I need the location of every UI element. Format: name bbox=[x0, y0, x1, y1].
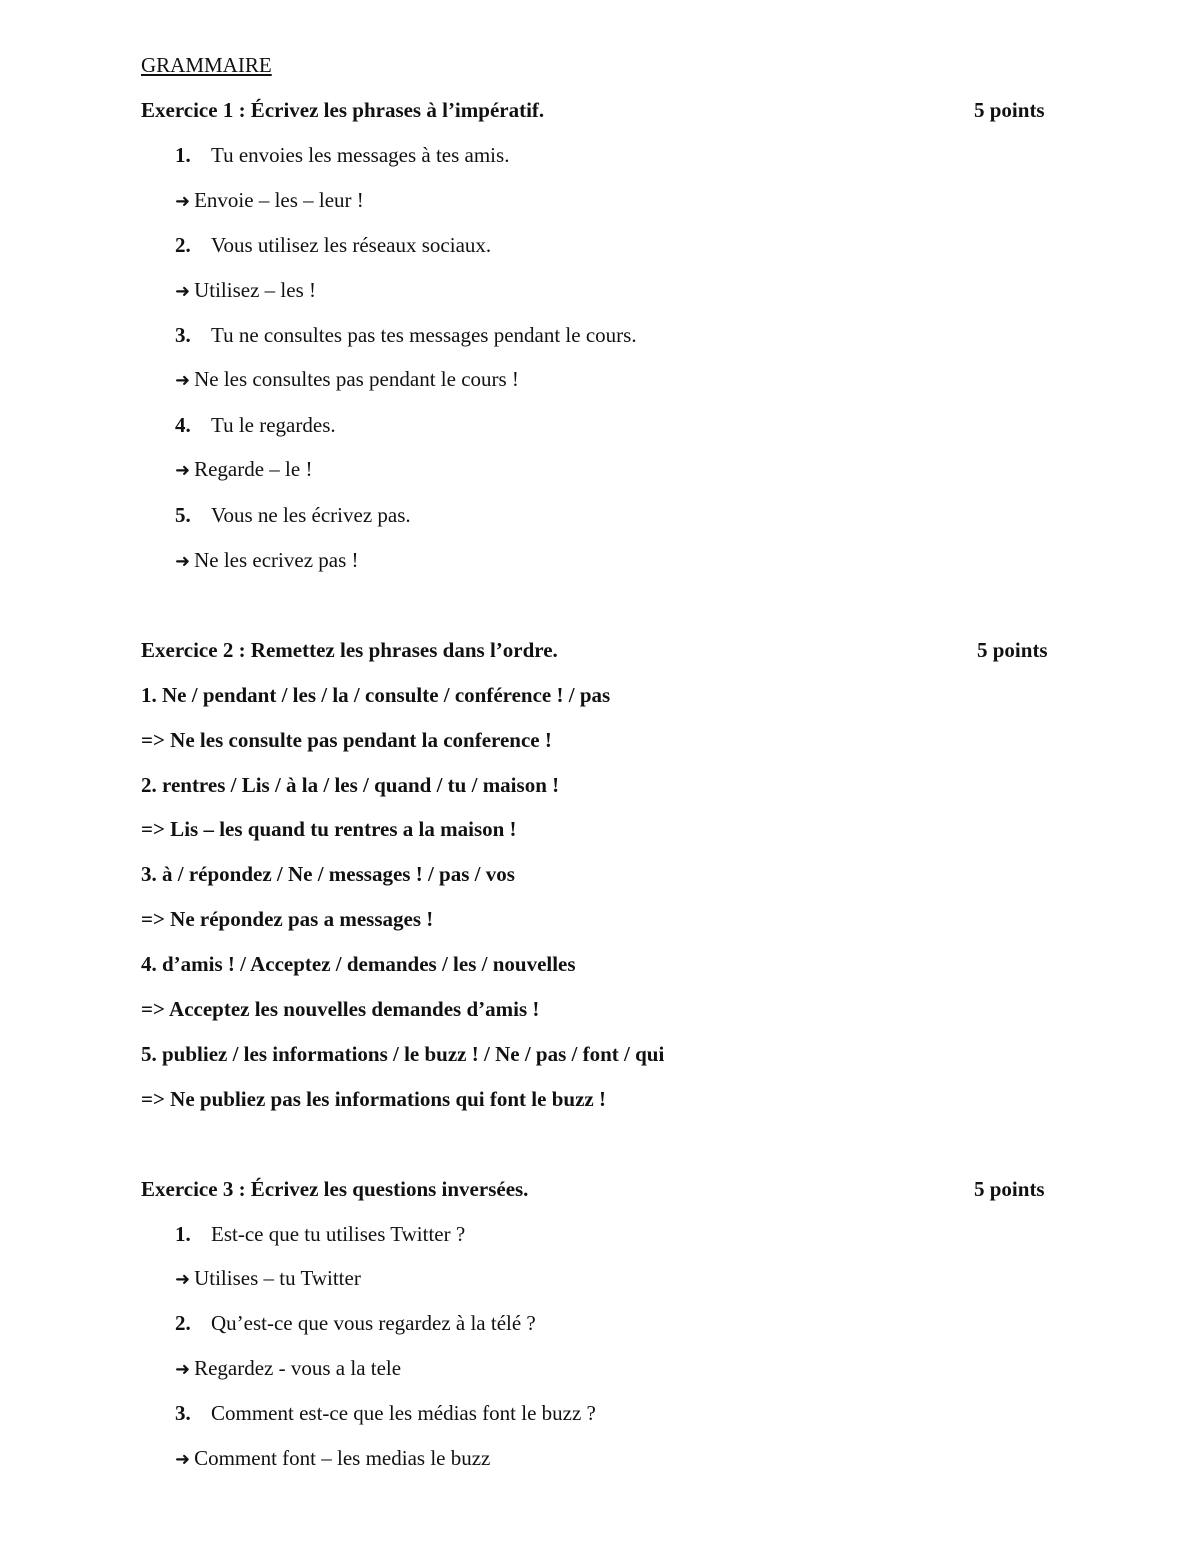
question-text: Est-ce que tu utilises Twitter ? bbox=[211, 1222, 466, 1246]
question-text: Tu le regardes. bbox=[211, 413, 336, 437]
question-text: Comment est-ce que les médias font le buzz ? bbox=[211, 1401, 596, 1425]
ex2-question-4: 4. d’amis ! / Acceptez / demandes / les / nouvelles bbox=[141, 952, 576, 976]
ex2-question-1: 1. Ne / pendant / les / la / consulte / conférence ! / pas bbox=[141, 683, 611, 707]
exercise-3-title: Exercice 3 : Écrivez les questions inversées. bbox=[141, 1177, 529, 1201]
ex3-answer-3 bbox=[175, 1446, 490, 1472]
exercise-3-points: 5 points bbox=[974, 1177, 1045, 1201]
ex2-answer-5: => Ne publiez pas les informations qui font le buzz ! bbox=[141, 1087, 606, 1111]
ex2-answer-1: => Ne les consulte pas pendant la conference ! bbox=[141, 728, 552, 752]
exercise-1-title: Exercice 1 : Écrivez les phrases à l’impératif. bbox=[141, 98, 545, 122]
ex1-question-3 bbox=[175, 323, 637, 347]
arrow-right-icon: ➜ bbox=[175, 281, 191, 302]
ex1-answer-5 bbox=[175, 548, 359, 574]
answer-text: Ne les ecrivez pas ! bbox=[194, 548, 359, 572]
ex2-question-5: 5. publiez / les informations / le buzz ! / Ne / pas / font / qui bbox=[141, 1042, 665, 1066]
arrow-right-icon: ➜ bbox=[175, 1449, 191, 1470]
answer-text: Utilises – tu Twitter bbox=[194, 1266, 361, 1290]
ex2-answer-4: => Acceptez les nouvelles demandes d’amis ! bbox=[141, 997, 540, 1021]
ex3-answer-2 bbox=[175, 1356, 401, 1382]
exercise-2-points: 5 points bbox=[977, 638, 1048, 662]
arrow-right-icon: ➜ bbox=[175, 460, 191, 481]
item-number: 2. bbox=[175, 1311, 191, 1335]
ex1-answer-2 bbox=[175, 278, 316, 304]
ex3-question-3 bbox=[175, 1401, 596, 1425]
ex1-answer-1 bbox=[175, 188, 364, 214]
ex1-question-2 bbox=[175, 233, 491, 257]
arrow-right-icon: ➜ bbox=[175, 551, 191, 572]
answer-text: Ne les consultes pas pendant le cours ! bbox=[194, 367, 519, 391]
answer-text: Regarde – le ! bbox=[194, 457, 313, 481]
answer-text: Envoie – les – leur ! bbox=[194, 188, 364, 212]
arrow-right-icon: ➜ bbox=[175, 191, 191, 212]
answer-text: Utilisez – les ! bbox=[194, 278, 316, 302]
item-number: 4. bbox=[175, 413, 191, 437]
ex3-question-2 bbox=[175, 1311, 536, 1335]
ex2-answer-3: => Ne répondez pas a messages ! bbox=[141, 907, 434, 931]
ex1-question-5 bbox=[175, 503, 411, 527]
ex1-answer-3 bbox=[175, 367, 519, 393]
ex1-question-1 bbox=[175, 143, 509, 167]
item-number: 1. bbox=[175, 143, 191, 167]
question-text: Tu envoies les messages à tes amis. bbox=[211, 143, 510, 167]
arrow-right-icon: ➜ bbox=[175, 1269, 191, 1290]
item-number: 3. bbox=[175, 1401, 191, 1425]
ex2-answer-2: => Lis – les quand tu rentres a la maison ! bbox=[141, 817, 517, 841]
item-number: 1. bbox=[175, 1222, 191, 1246]
question-text: Vous ne les écrivez pas. bbox=[211, 503, 411, 527]
item-number: 3. bbox=[175, 323, 191, 347]
arrow-right-icon: ➜ bbox=[175, 1359, 191, 1380]
answer-text: Comment font – les medias le buzz bbox=[194, 1446, 491, 1470]
exercise-1-points: 5 points bbox=[974, 98, 1045, 122]
item-number: 5. bbox=[175, 503, 191, 527]
ex3-answer-1 bbox=[175, 1266, 361, 1292]
page-heading: GRAMMAIRE bbox=[141, 53, 272, 77]
question-text: Vous utilisez les réseaux sociaux. bbox=[211, 233, 492, 257]
arrow-right-icon: ➜ bbox=[175, 370, 191, 391]
ex3-question-1 bbox=[175, 1222, 465, 1246]
ex1-question-4 bbox=[175, 413, 336, 437]
answer-text: Regardez - vous a la tele bbox=[194, 1356, 402, 1380]
question-text: Qu’est-ce que vous regardez à la télé ? bbox=[211, 1311, 536, 1335]
question-text: Tu ne consultes pas tes messages pendant le cours. bbox=[211, 323, 637, 347]
ex2-question-2: 2. rentres / Lis / à la / les / quand / tu / maison ! bbox=[141, 773, 560, 797]
item-number: 2. bbox=[175, 233, 191, 257]
ex1-answer-4 bbox=[175, 457, 312, 483]
exercise-2-title: Exercice 2 : Remettez les phrases dans l’ordre. bbox=[141, 638, 558, 662]
ex2-question-3: 3. à / répondez / Ne / messages ! / pas / vos bbox=[141, 862, 515, 886]
